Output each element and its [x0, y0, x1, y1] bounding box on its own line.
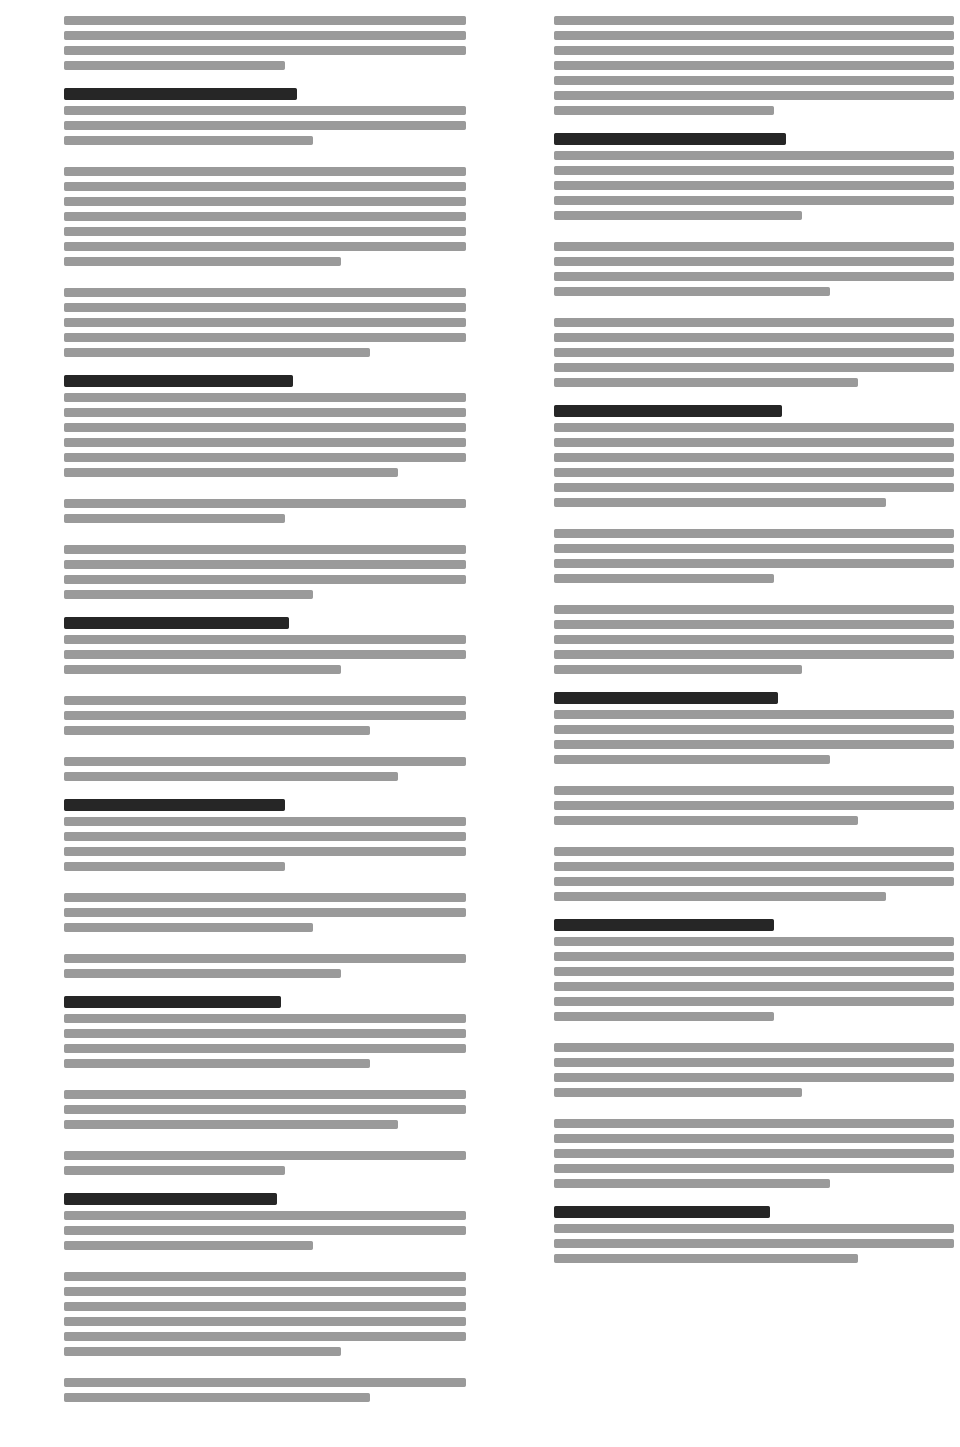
text-line: [554, 665, 802, 674]
text-line: [554, 423, 954, 432]
text-line: [554, 786, 954, 795]
text-line: [64, 423, 466, 432]
text-line: [554, 952, 954, 961]
text-line: [64, 257, 341, 266]
clause-number: [494, 1037, 554, 1049]
clause-number: [4, 539, 64, 551]
clause-heading: [64, 1193, 277, 1205]
clause-body: [554, 10, 954, 121]
clause: [4, 10, 466, 76]
clause: [4, 1191, 466, 1256]
text-line: [64, 969, 341, 978]
clause: [4, 615, 466, 680]
text-line: [554, 574, 774, 583]
text-line: [64, 182, 466, 191]
text-line: [64, 1317, 466, 1326]
clause-number: [4, 1266, 64, 1278]
clause-body: [554, 1037, 954, 1103]
text-line: [554, 1088, 802, 1097]
clause-heading: [64, 88, 297, 100]
text-line: [64, 1090, 466, 1099]
text-line: [64, 1151, 466, 1160]
clause: [494, 312, 954, 393]
clause-body: [64, 1266, 466, 1362]
clause-number: [4, 10, 64, 22]
text-line: [554, 1254, 858, 1263]
clause: [4, 690, 466, 741]
text-line: [64, 665, 341, 674]
clause: [4, 373, 466, 483]
clause: [4, 948, 466, 984]
text-line: [554, 1043, 954, 1052]
text-line: [64, 1059, 370, 1068]
clause: [4, 1084, 466, 1135]
text-line: [64, 121, 466, 130]
clause: [4, 1266, 466, 1362]
text-line: [554, 710, 954, 719]
text-line: [64, 923, 313, 932]
text-line: [64, 772, 398, 781]
text-line: [64, 1302, 466, 1311]
text-line: [64, 590, 313, 599]
text-line: [64, 106, 466, 115]
clause-number: [494, 236, 554, 248]
text-line: [64, 757, 466, 766]
clause: [494, 1037, 954, 1103]
page-number: [472, 1425, 488, 1439]
clause-body: [64, 161, 466, 272]
clause-body: [64, 1145, 466, 1181]
text-line: [64, 303, 466, 312]
clause-body: [64, 948, 466, 984]
clause-number: [494, 403, 554, 415]
text-line: [554, 559, 954, 568]
clause-heading: [554, 919, 774, 931]
clause-body: [554, 236, 954, 302]
clause-number: [494, 10, 554, 22]
text-line: [64, 318, 466, 327]
text-line: [64, 862, 285, 871]
text-line: [64, 832, 466, 841]
clause: [4, 539, 466, 605]
clause: [494, 523, 954, 589]
text-line: [554, 982, 954, 991]
clause-body: [64, 994, 466, 1074]
clause-heading: [64, 617, 289, 629]
text-line: [64, 1105, 466, 1114]
text-line: [64, 650, 466, 659]
text-line: [64, 1272, 466, 1281]
text-line: [554, 106, 774, 115]
text-line: [64, 61, 285, 70]
text-line: [554, 1164, 954, 1173]
clause-number: [494, 841, 554, 853]
text-line: [64, 1044, 466, 1053]
text-line: [554, 196, 954, 205]
text-line: [64, 575, 466, 584]
text-line: [64, 696, 466, 705]
text-line: [64, 847, 466, 856]
text-line: [64, 468, 398, 477]
text-line: [554, 740, 954, 749]
clause: [4, 161, 466, 272]
text-line: [64, 438, 466, 447]
clause-number: [4, 690, 64, 702]
clause-body: [64, 1372, 466, 1408]
text-line: [64, 635, 466, 644]
clause: [494, 1204, 954, 1269]
clause-number: [494, 690, 554, 702]
clause-number: [4, 373, 64, 385]
text-line: [64, 393, 466, 402]
clause: [4, 86, 466, 151]
text-line: [554, 348, 954, 357]
clause: [494, 10, 954, 121]
right-column: [494, 10, 954, 1279]
clause-body: [554, 312, 954, 393]
text-line: [64, 514, 285, 523]
clause-heading: [554, 692, 778, 704]
text-line: [64, 1029, 466, 1038]
text-line: [554, 257, 954, 266]
text-line: [64, 954, 466, 963]
text-line: [554, 605, 954, 614]
text-line: [554, 1224, 954, 1233]
clause-body: [554, 599, 954, 680]
text-line: [64, 1332, 466, 1341]
text-line: [554, 318, 954, 327]
text-line: [64, 1166, 285, 1175]
text-line: [554, 333, 954, 342]
clause-number: [494, 917, 554, 929]
clause-number: [4, 1084, 64, 1096]
text-line: [554, 483, 954, 492]
clause-number: [494, 131, 554, 143]
text-line: [64, 453, 466, 462]
clause-number: [494, 1113, 554, 1125]
text-line: [64, 197, 466, 206]
text-line: [64, 1347, 341, 1356]
text-line: [554, 937, 954, 946]
clause-number: [4, 797, 64, 809]
clause-number: [494, 312, 554, 324]
clause-body: [64, 1084, 466, 1135]
text-line: [554, 1012, 774, 1021]
text-line: [64, 726, 370, 735]
clause-number: [4, 751, 64, 763]
clause-body: [554, 1204, 954, 1269]
text-line: [554, 1134, 954, 1143]
clause: [4, 994, 466, 1074]
text-line: [554, 725, 954, 734]
clause: [494, 690, 954, 770]
clause-body: [64, 282, 466, 363]
left-column: [4, 10, 466, 1418]
text-line: [554, 1073, 954, 1082]
text-line: [554, 755, 830, 764]
clause-heading: [64, 799, 285, 811]
clause-number: [494, 599, 554, 611]
clause: [494, 403, 954, 513]
text-line: [64, 499, 466, 508]
clause-heading: [554, 405, 782, 417]
text-line: [554, 1119, 954, 1128]
text-line: [554, 892, 886, 901]
text-line: [554, 544, 954, 553]
text-line: [64, 1226, 466, 1235]
clause-body: [64, 373, 466, 483]
clause: [4, 887, 466, 938]
clause-body: [554, 690, 954, 770]
clause-number: [4, 1145, 64, 1157]
clause-body: [64, 493, 466, 529]
clause-number: [4, 282, 64, 294]
clause-body: [554, 523, 954, 589]
text-line: [554, 1239, 954, 1248]
text-line: [554, 816, 858, 825]
clause-body: [554, 780, 954, 831]
text-line: [64, 893, 466, 902]
text-line: [554, 181, 954, 190]
text-line: [554, 967, 954, 976]
clause: [4, 797, 466, 877]
text-line: [64, 545, 466, 554]
text-line: [64, 1211, 466, 1220]
text-line: [554, 1149, 954, 1158]
text-line: [64, 560, 466, 569]
text-line: [64, 1393, 370, 1402]
text-line: [554, 61, 954, 70]
clause-body: [554, 403, 954, 513]
text-line: [554, 76, 954, 85]
clause-number: [4, 86, 64, 98]
text-line: [554, 862, 954, 871]
clause-number: [4, 994, 64, 1006]
clause-body: [64, 1191, 466, 1256]
clause-number: [4, 161, 64, 173]
text-line: [64, 46, 466, 55]
text-line: [554, 1058, 954, 1067]
clause-number: [4, 1191, 64, 1203]
clause-body: [64, 86, 466, 151]
clause-heading: [554, 1206, 770, 1218]
text-line: [64, 1287, 466, 1296]
clause-heading: [554, 133, 786, 145]
clause: [494, 841, 954, 907]
text-line: [64, 288, 466, 297]
text-line: [64, 348, 370, 357]
text-line: [554, 16, 954, 25]
clause: [494, 599, 954, 680]
clause: [4, 751, 466, 787]
text-line: [554, 166, 954, 175]
text-line: [554, 529, 954, 538]
text-line: [64, 1120, 398, 1129]
text-line: [64, 711, 466, 720]
text-line: [554, 997, 954, 1006]
text-line: [64, 31, 466, 40]
clause: [494, 917, 954, 1027]
clause: [494, 780, 954, 831]
clause: [494, 131, 954, 226]
clause-number: [4, 887, 64, 899]
clause-number: [4, 493, 64, 505]
text-line: [554, 1179, 830, 1188]
clause: [4, 282, 466, 363]
text-line: [64, 408, 466, 417]
clause-number: [4, 1372, 64, 1384]
text-line: [64, 16, 466, 25]
text-line: [554, 46, 954, 55]
clause-body: [64, 887, 466, 938]
text-line: [554, 453, 954, 462]
clause-number: [4, 948, 64, 960]
text-line: [554, 91, 954, 100]
text-line: [64, 136, 313, 145]
text-line: [554, 620, 954, 629]
text-line: [554, 438, 954, 447]
clause-heading: [64, 375, 293, 387]
text-line: [554, 363, 954, 372]
text-line: [554, 635, 954, 644]
text-line: [554, 378, 858, 387]
clause-body: [64, 797, 466, 877]
text-line: [554, 468, 954, 477]
clause-body: [64, 10, 466, 76]
text-line: [64, 167, 466, 176]
clause: [494, 236, 954, 302]
clause-number: [494, 1204, 554, 1216]
clause-number: [4, 615, 64, 627]
text-line: [64, 227, 466, 236]
clause-heading: [64, 996, 281, 1008]
clause-body: [554, 917, 954, 1027]
clause: [4, 1145, 466, 1181]
clause: [4, 1372, 466, 1408]
clause-number: [494, 780, 554, 792]
text-line: [64, 1241, 313, 1250]
text-line: [554, 272, 954, 281]
text-line: [554, 151, 954, 160]
clause-number: [494, 523, 554, 535]
text-line: [554, 211, 802, 220]
clause-body: [64, 751, 466, 787]
text-line: [64, 817, 466, 826]
text-line: [64, 212, 466, 221]
text-line: [554, 498, 886, 507]
clause-body: [554, 131, 954, 226]
clause-body: [554, 1113, 954, 1194]
clause-body: [554, 841, 954, 907]
text-line: [64, 1014, 466, 1023]
text-line: [554, 847, 954, 856]
clause: [4, 493, 466, 529]
clause-body: [64, 690, 466, 741]
clause: [494, 1113, 954, 1194]
text-line: [554, 287, 830, 296]
text-line: [554, 650, 954, 659]
clause-body: [64, 615, 466, 680]
text-line: [554, 242, 954, 251]
text-line: [554, 801, 954, 810]
text-line: [64, 333, 466, 342]
text-line: [64, 1378, 466, 1387]
text-line: [64, 242, 466, 251]
text-line: [64, 908, 466, 917]
text-line: [554, 31, 954, 40]
clause-body: [64, 539, 466, 605]
text-line: [554, 877, 954, 886]
